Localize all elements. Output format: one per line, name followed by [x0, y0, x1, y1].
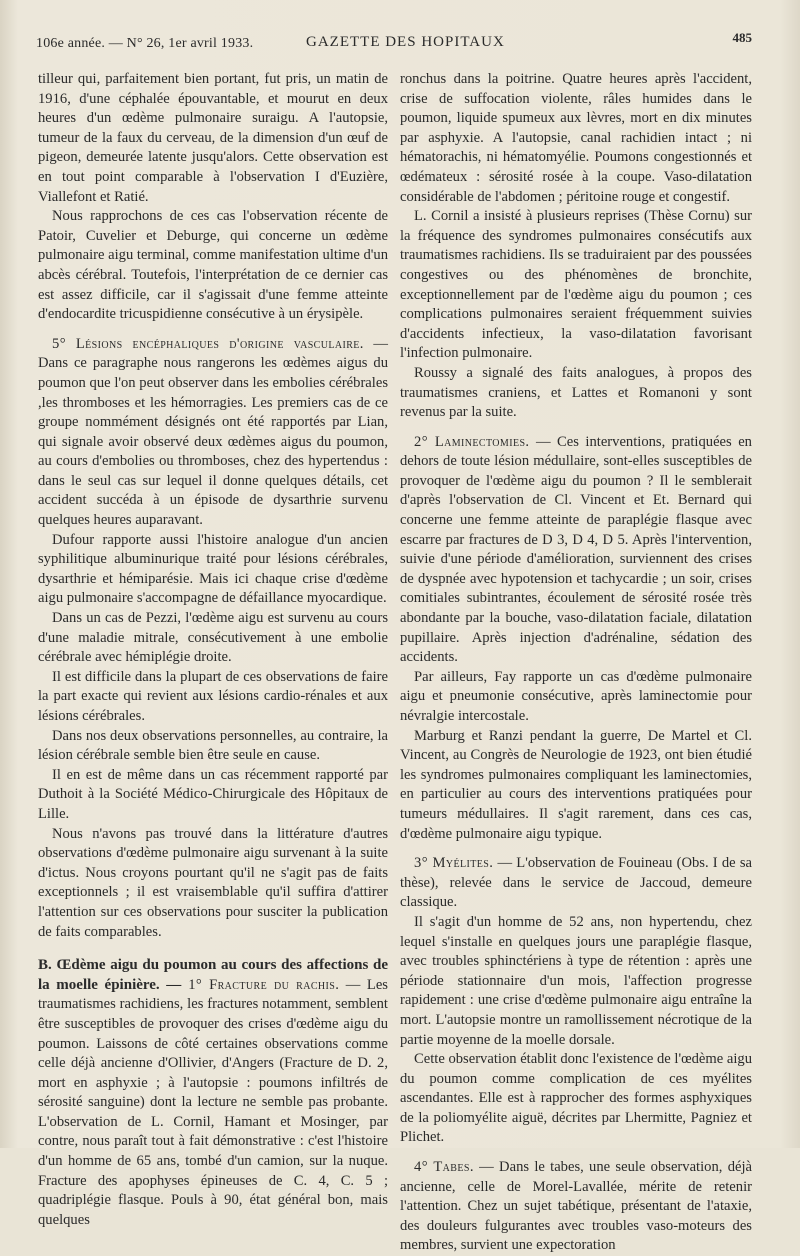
journal-title: GAZETTE DES HOPITAUX [306, 34, 505, 50]
paragraph-text: — Dans ce paragraphe nous rangerons les œdèmes aigus du poumon que l'on peut observer dans les embolies cérébrales ,les thromboses et les hémorragies. Les premiers cas de ce groupe nommément désignés ont été rapportés par Lian, qui signale avoir observé deux œdèmes aigus du poumon, au cours d'embolies ou thromboses, chez des hypertendus : dans le seul cas sur lequel il donne quelques détails, cet accident succéda à un épisode de dysarthrie survenu quelques heures auparavant. [38, 335, 388, 529]
paragraph [38, 207, 388, 325]
right-text-column [400, 70, 752, 1256]
paragraph [38, 727, 388, 766]
subsection-lead: 2° Laminectomies. [414, 433, 530, 450]
paragraph [38, 70, 388, 207]
paragraph-text: Il en est de même dans un cas récemment rapporté par Duthoit à la Société Médico-Chirurgicale des Hôpitaux de Lille. [38, 766, 388, 822]
paragraph [38, 766, 388, 825]
paragraph [38, 668, 388, 727]
issue-info: 106e année. — N° 26, 1er avril 1933. [36, 36, 254, 51]
paragraph [400, 913, 752, 1050]
section-heading-paragraph [38, 956, 388, 1230]
paragraph-text: Nous rapprochons de ces cas l'observation récente de Patoir, Cuvelier et Deburge, qui concerne un œdème pulmonaire aigu terminal, comme manifestation ultime d'un abcès cérébral. Toutefois, l'interprétation de ce dernier cas est assez difficile, car il s'agissait d'une femme atteinte d'endocardite tricuspidienne consécutive à un érysipèle. [38, 208, 388, 323]
paragraph-text: — Dans le tabes, une seule observation, déjà ancienne, celle de Morel-Lavallée, mérite de retenir l'attention. Chez un sujet tabétique, présentant de l'ataxie, des douleurs fulgurantes avec troubles vaso-moteurs des membres, survient une expectoration [400, 1159, 752, 1254]
left-text-column [38, 70, 388, 1230]
paragraph [400, 668, 752, 727]
paragraph [38, 825, 388, 943]
paragraph [38, 335, 388, 531]
paragraph-text: Il s'agit d'un homme de 52 ans, non hypertendu, chez lequel s'installe en quelques jours une paraplégie flasque, avec troubles sphinctériens à type de rétention : après une période stationnaire d'un mois, l'affection progresse rapidement : une crise d'œdème pulmonaire aigu entraîne la mort. L'autopsie montre un ramollissement nécrotique de la partie moyenne de la moelle dorsale. [400, 913, 752, 1048]
paragraph [400, 1158, 752, 1256]
paragraph-text: Nous n'avons pas trouvé dans la littérature d'autres observations d'œdème pulmonaire aigu survenant à la suite d'ictus. Nous croyons pourtant qu'il ne s'agit pas de faits exceptionnels ; il est vraisemblable qu'il suffira d'attirer l'attention sur ces observations pour susciter la publication de faits comparables. [38, 825, 388, 940]
paragraph-text: Il est difficile dans la plupart de ces observations de faire la part exacte qui revient aux lésions cardio-rénales et aux lésions cérébrales. [38, 668, 388, 724]
paragraph [38, 531, 388, 609]
page-number: 485 [732, 30, 752, 45]
subsection-lead: 5° Lésions encéphaliques d'origine vasculaire. [52, 335, 364, 352]
subsection-lead: 1° Fracture du rachis. [181, 976, 340, 993]
paragraph-text: tilleur qui, parfaitement bien portant, fut pris, un matin de 1916, d'une céphalée épouvantable, et mourut en deux heures d'un œdème pulmonaire suraigu. A l'autopsie, tumeur de la faux du cerveau, de la dimension d'un œuf de pigeon, demeurée latente jusqu'alors. Cette observation est en tout point comparable à l'observation I d'Euzière, Viallefont et Ratié. [38, 71, 388, 205]
paragraph-text: — Ces interventions, pratiquées en dehors de toute lésion médullaire, sont-elles susceptibles de provoquer de l'œdème aigu du poumon ? Il le semblerait d'après l'observation de Cl. Vincent et Et. Bernard qui concerne une femme atteinte de paraplégie flasque avec escarre par fractures de D 3, D 4, D 5. Après l'intervention, suivie d'une période d'amélioration, surviennent des crises de dyspnée avec hypotension et tachycardie ; un soir, crises comitiales subintrantes, écoulement de sérosité rosée très abondante par la bouche, vaso-dilatation faciale, dilatation pupillaire. Après injection d'adrénaline, sédation des accidents. [400, 433, 752, 666]
paragraph-text: L. Cornil a insisté à plusieurs reprises (Thèse Cornu) sur la fréquence des syndromes pulmonaires consécutifs aux traumatismes rachidiens. Ils se traduiraient par des poussées congestives ou des phénomènes de bronchite, exceptionnellement par de l'œdème aigu du poumon ; ces complications pulmonaires seraient fréquemment suivies d'accidents infectieux, la vaso-dilatation favorisant l'infection pulmonaire. [400, 208, 752, 362]
paragraph [400, 70, 752, 207]
paragraph [400, 854, 752, 913]
paragraph-text: Roussy a signalé des faits analogues, à propos des traumatismes craniens, et Lattes et Romanoni y sont revenus par la suite. [400, 364, 752, 421]
paragraph-text: Cette observation établit donc l'existence de l'œdème aigu du poumon comme complication de ces myélites ascendantes. Elle est à rapprocher des formes asphyxiques de la poliomyélite aiguë, décrites par Lhermitte, Pagniez et Plichet. [400, 1051, 752, 1146]
running-header [36, 30, 752, 56]
paragraph-text: Par ailleurs, Fay rapporte un cas d'œdème pulmonaire aigu et pneumonie consécutive, après laminectomie pour névralgie intercostale. [400, 668, 752, 724]
paragraph-text: — L'observation de Fouineau (Obs. I de sa thèse), relevée dans le service de Jaccoud, demeure classique. [400, 855, 752, 911]
section-heading: B. Œdème aigu du poumon au cours des affections de la moelle épinière. — [38, 957, 388, 993]
paragraph [400, 207, 752, 364]
subsection-lead: 4° Tabes. [414, 1159, 474, 1176]
paragraph-text: ronchus dans la poitrine. Quatre heures après l'accident, crise de suffocation violente, râles humides dans le poumon, liquide spumeux aux lèvres, mort en dix minutes par asphyxie. A l'autopsie, canal rachidien intact ; ni hématorachis, ni hématomyélie. Poumons congestionnés et œdémateux : sérosité rosée à la coupe. Vaso-dilatation considérable de l'abdomen ; péritoine rouge et congestif. [400, 71, 752, 205]
paragraph [400, 727, 752, 845]
paragraph-text: Dans un cas de Pezzi, l'œdème aigu est survenu au cours d'une maladie mitrale, consécutivement à une embolie cérébrale avec hémiplégie droite. [38, 610, 388, 666]
paragraph-text: — Les traumatismes rachidiens, les fractures notamment, semblent être susceptibles de provoquer des crises d'œdème aigu du poumon. Laissons de côté certaines observations comme celle déjà ancienne d'Ollivier, d'Angers (Fracture de D. 2, mort en asphyxie ; à l'autopsie : poumons infiltrés de sérosité sanguine) dont la lecture ne semble pas probante. L'observation de L. Cornil, Hamant et Mosinger, par contre, nous paraît tout à fait démonstrative : c'est l'histoire d'un homme de 65 ans, tombé d'un camion, sur la nuque. Fracture des apophyses épineuses de C. 4, C. 5 ; quadriplégie flasque. Pouls à 90, état général bon, mais quelques [38, 976, 388, 1228]
paragraph-text: Dans nos deux observations personnelles, au contraire, la lésion cérébrale semble bien être seule en cause. [38, 727, 388, 764]
paragraph [400, 364, 752, 423]
paragraph-text: Dufour rapporte aussi l'histoire analogue d'un ancien syphilitique albuminurique traité pour lésions cérébrales, dysarthrie et hémiparésie. Mais ici chaque crise d'œdème aigu pulmonaire s'accompagne de défaillance myocardique. [38, 531, 388, 607]
paragraph [38, 609, 388, 668]
paragraph [400, 433, 752, 668]
paragraph [400, 1050, 752, 1148]
paragraph-text: Marburg et Ranzi pendant la guerre, De Martel et Cl. Vincent, au Congrès de Neurologie de 1923, ont bien étudié les syndromes pulmonaires compliquant les laminectomies, en particulier au cours des interventions pratiquées pour tumeurs médullaires. Il s'agit rarement, dans ces cas, d'œdème pulmonaire aigu typique. [400, 727, 752, 842]
subsection-lead: 3° Myélites. [414, 855, 494, 872]
